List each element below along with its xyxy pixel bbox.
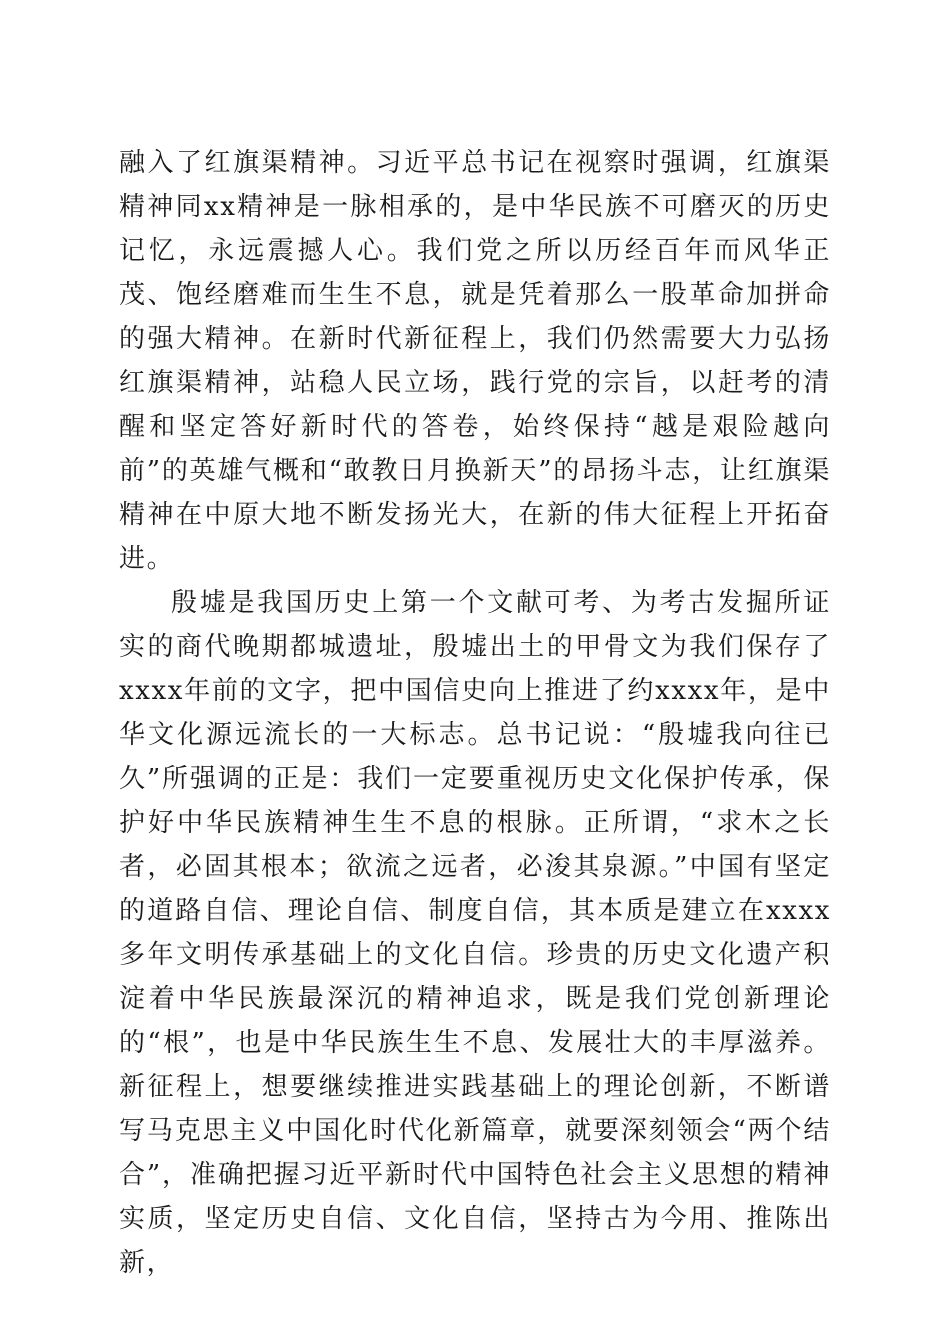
document-body xyxy=(119,141,831,1285)
paragraph-red-flag-canal-spirit: 融入了红旗渠精神。习近平总书记在视察时强调，红旗渠精神同xx精神是一脉相承的，是中华民族不可磨灭的历史记忆，永远震撼人心。我们党之所以历经百年而风华正茂、饱经磨难而生生不息，就是凭着那么一股革命加拼命的强大精神。在新时代新征程上，我们仍然需要大力弘扬红旗渠精神，站稳人民立场，践行党的宗旨，以赶考的清醒和坚定答好新时代的答卷，始终保持“越是艰险越向前”的英雄气概和“敢教日月换新天”的昂扬斗志，让红旗渠精神在中原大地不断发扬光大，在新的伟大征程上开拓奋进。 xyxy=(119,148,831,574)
paragraph-yinxu-culture: 殷墟是我国历史上第一个文献可考、为考古发掘所证实的商代晚期都城遗址，殷墟出土的甲骨文为我们保存了xxxx年前的文字，把中国信史向上推进了约xxxx年，是中华文化源远流长的一大标志。总书记说：“殷墟我向往已久”所强调的正是：我们一定要重视历史文化保护传承，保护好中华民族精神生生不息的根脉。正所谓，“求木之长者，必固其根本；欲流之远者，必浚其泉源。”中国有坚定的道路自信、理论自信、制度自信，其本质是建立在xxxx多年文明传承基础上的文化自信。珍贵的历史文化遗产积淀着中华民族最深沉的精神追求，既是我们党创新理论的“根”，也是中华民族生生不息、发展壮大的丰厚滋养。新征程上，想要继续推进实践基础上的理论创新，不断谱写马克思主义中国化时代化新篇章，就要深刻领会“两个结合”，准确把握习近平新时代中国特色社会主义思想的精神实质，坚定历史自信、文化自信，坚持古为今用、推陈出新， xyxy=(119,588,831,1278)
